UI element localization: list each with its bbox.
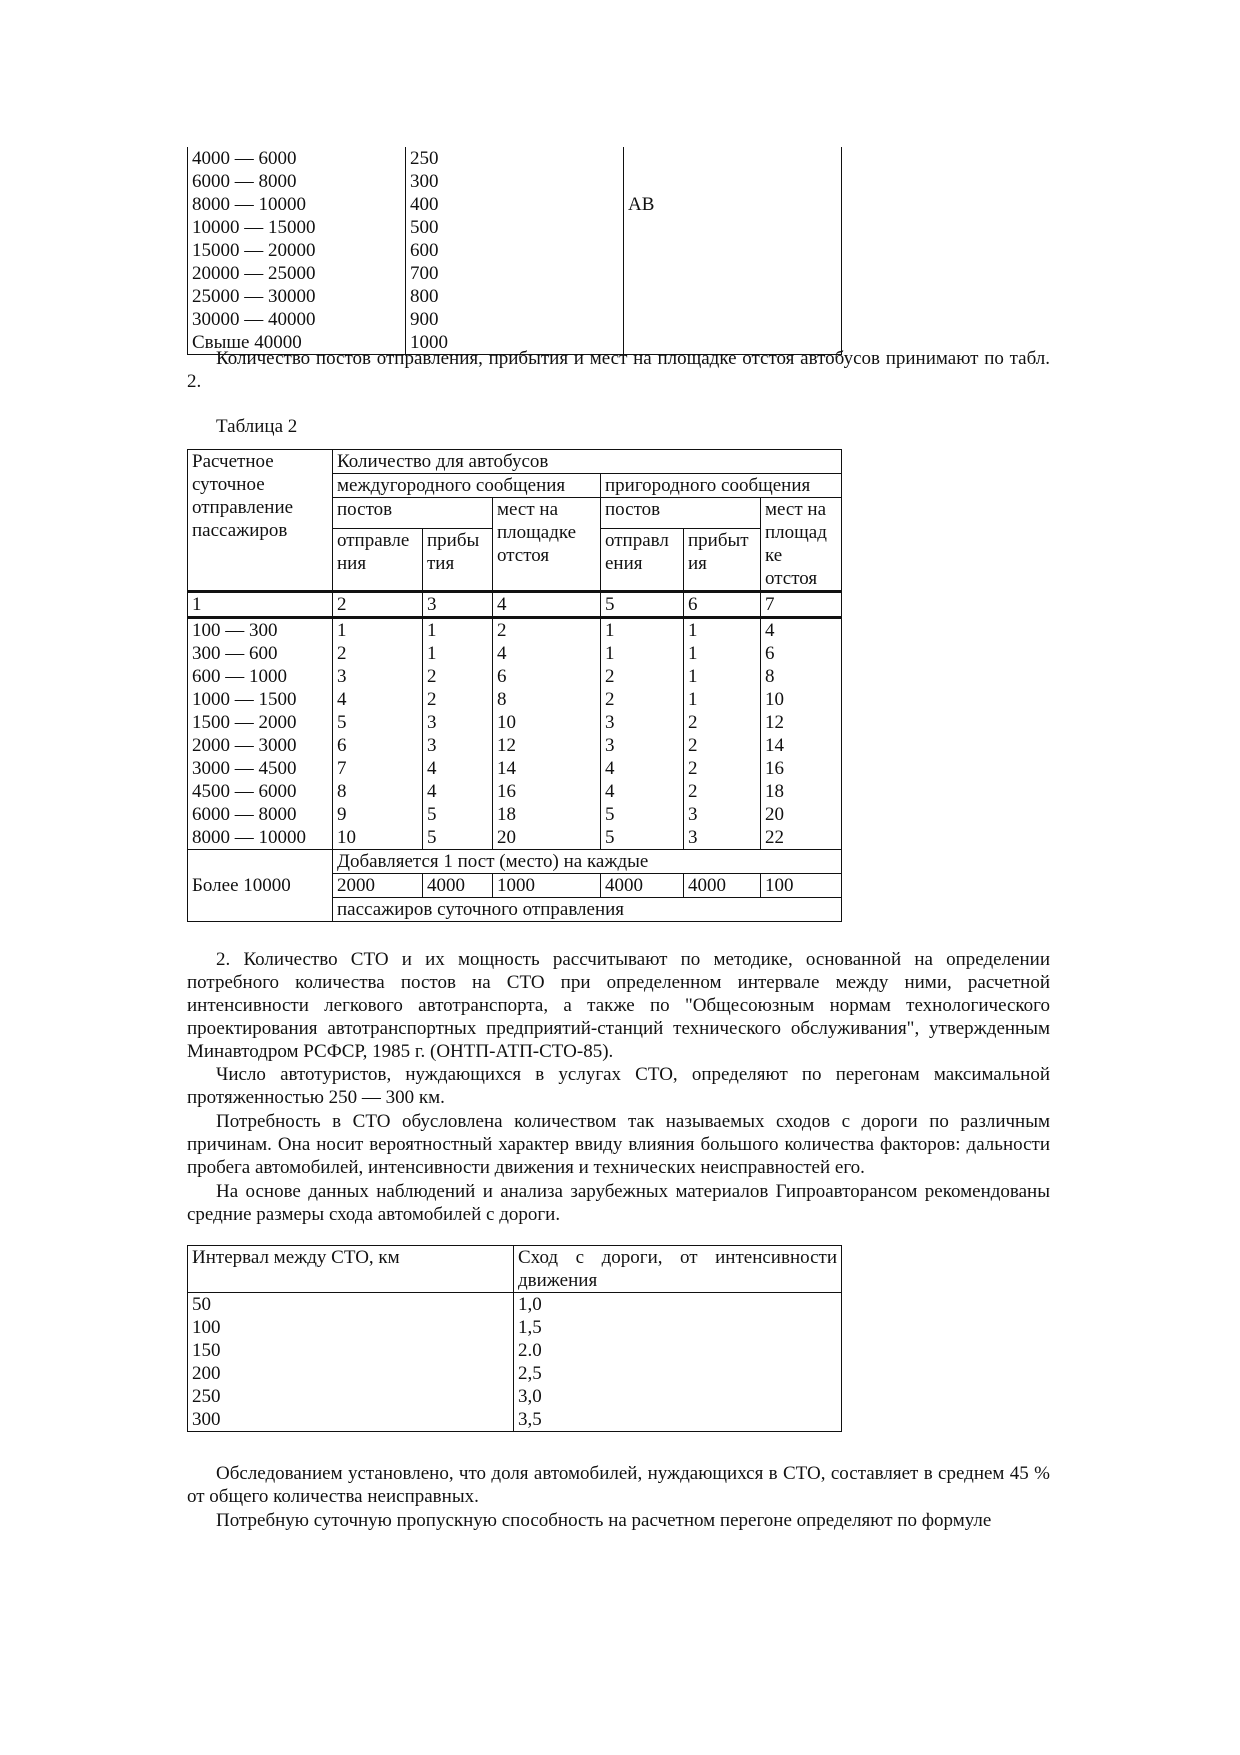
table-1-continuation [187,147,842,355]
table-1-value: 800 [410,286,439,307]
header-suburban-departure: отправл ения [601,529,684,592]
header-suburban-arrival: прибыт ия [684,529,761,592]
table-2-col-4: 2 4 6 8 10 12 14 16 18 20 [493,618,601,850]
header-suburban-posts: постов [601,498,761,529]
table-1-value: 400 [410,194,439,215]
header-suburban-places: мест на площад ке отстоя [761,498,842,592]
header-intercity: междугородного сообщения [333,474,601,498]
paragraph-1: 2. Количество СТО и их мощность рассчитывают по методике, основанной на определении потребного количества постов на СТО при определенном интервале между ними, расчетной интенсивности легкового автотранспорта, а также по "Общесоюзным нормам технологического проектирования автотранспортных предприятий-станций технического обслуживания", утвержденным Минавтодром РСФСР, 1985 г. (ОНТП-АТП-СТО-85). [187,949,1050,1062]
table-2-col-6: 1 1 1 1 2 2 2 2 3 3 [684,618,761,850]
over-note-top: Добавляется 1 пост (место) на каждые [333,850,842,874]
header-suburban: пригородного сообщения [601,474,842,498]
table-1-range: 30000 — 40000 [192,309,316,330]
header-quantity-for-buses: Количество для автобусов [333,450,842,474]
over-note-bottom: пассажиров суточного отправления [333,898,842,922]
table-3 [187,1245,842,1432]
table-1-value-column [406,147,624,355]
header-intercity-departure: отправле ния [333,529,423,592]
paragraph-3: Потребность в СТО обусловлена количеством так называемых сходов с дороги по различным причинам. Она носит вероятностный характер ввиду влияния большого количества факторов: дальности пробега автомобилей, интенсивности движения и технических неисправностей его. [187,1111,1050,1178]
table-3-col-interval: 50 100 150 200 250 300 [188,1293,514,1432]
table-1-range: 4000 — 6000 [192,148,297,169]
over-10000-label: Более 10000 [188,850,333,922]
table-1-value: 600 [410,240,439,261]
table-1-value: 300 [410,171,439,192]
header-interval: Интервал между СТО, км [188,1246,514,1293]
table-1-value: 1000 [410,332,448,353]
table-1-range: 25000 — 30000 [192,286,316,307]
table-1-value: 500 [410,217,439,238]
header-intercity-arrival: прибы тия [423,529,493,592]
table-1-category: АВ [628,194,655,215]
paragraph-4: На основе данных наблюдений и анализа зарубежных материалов Гипроавторансом рекомендованы средние размеры схода автомобилей с дороги. [187,1181,1050,1225]
table-1-range: 15000 — 20000 [192,240,316,261]
table-2-col-7: 4 6 8 10 12 14 16 18 20 22 [761,618,842,850]
header-intercity-posts: постов [333,498,493,529]
table-1-range: 8000 — 10000 [192,194,306,215]
header-daily-passengers: Расчетное суточное отправление пассажиров [188,450,333,592]
header-descent: Сход с дороги, от интенсивности движения [514,1246,842,1293]
column-numbers-row: 1 2 3 4 5 6 7 [188,592,842,618]
table-2-col-5: 1 1 2 2 3 3 4 4 5 5 [601,618,684,850]
closing-paragraph-2: Потребную суточную пропускную способность на расчетном перегоне определяют по формуле [216,1510,992,1531]
table-1-value: 700 [410,263,439,284]
table-1-value: 250 [410,148,439,169]
table-1-category-column [624,147,842,355]
table-3-col-value: 1,0 1,5 2.0 2,5 3,0 3,5 [514,1293,842,1432]
table-1-range: 20000 — 25000 [192,263,316,284]
header-intercity-places: мест на площадке отстоя [493,498,601,592]
table-2-col-3: 1 1 2 2 3 3 4 4 5 5 [423,618,493,850]
closing-paragraph-1: Обследованием установлено, что доля автомобилей, нуждающихся в СТО, составляет в среднем 45 % от общего количества неисправных. [187,1463,1050,1507]
table-2-col-2: 1 2 3 4 5 6 7 8 9 10 [333,618,423,850]
table-2-body [188,618,842,850]
paragraph-table2-intro: Количество постов отправления, прибытия и мест на площадке отстоя автобусов принимают по табл. 2. [187,348,1050,392]
table-1-range: Свыше 40000 [192,332,302,353]
table-1-value: 900 [410,309,439,330]
table-2 [187,449,842,922]
table-1-range-column [188,147,406,355]
table-2-col-range: 100 — 300 300 — 600 600 — 1000 1000 — 1500 1500 — 2000 2000 — 3000 3000 — 4500 4500 — 6000 6000 — 8000 8000 — 10000 [188,618,333,850]
table-1-range: 6000 — 8000 [192,171,297,192]
table-1-range: 10000 — 15000 [192,217,316,238]
table-2-caption: Таблица 2 [216,416,298,437]
paragraph-2: Число автотуристов, нуждающихся в услугах СТО, определяют по перегонам максимальной протяженностью 250 — 300 км. [187,1064,1050,1108]
over-values-row: 2000 4000 1000 4000 4000 100 [188,874,842,898]
